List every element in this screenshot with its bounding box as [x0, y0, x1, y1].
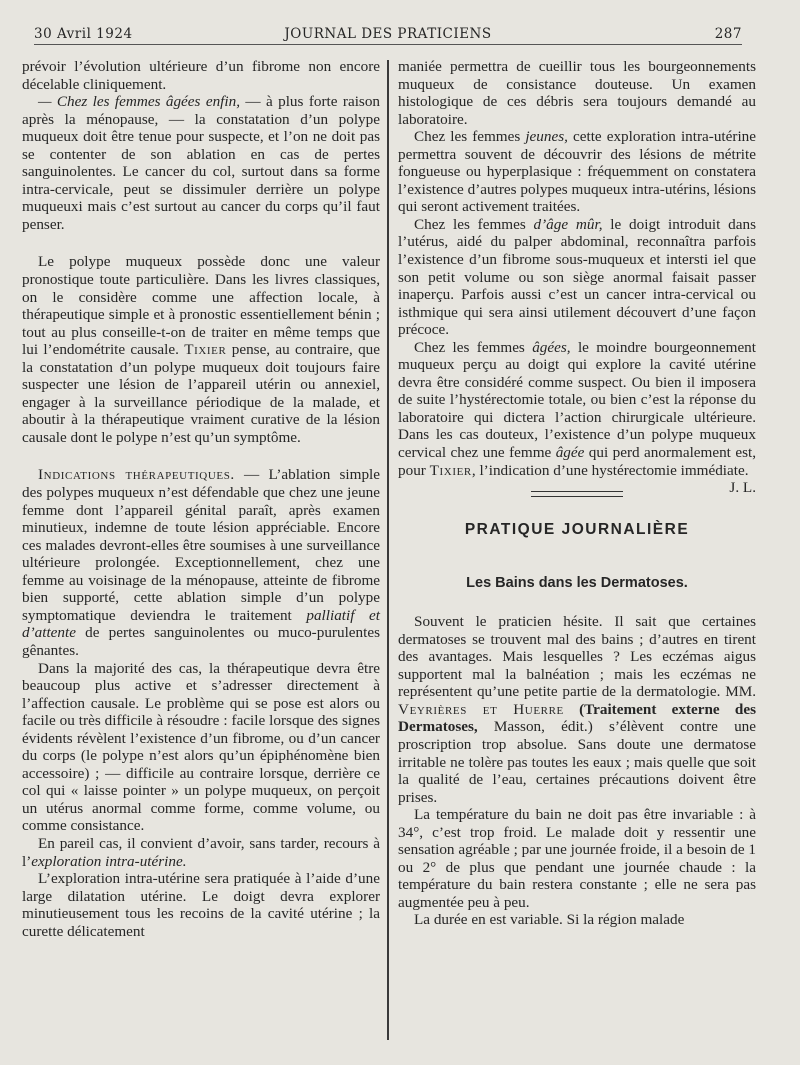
- section-divider: [531, 491, 623, 497]
- paragraph: [398, 338, 756, 497]
- paragraph: Dans la majorité des cas, la thérapeutique devra être beaucoup plus active et s’adresser directement à l’affection causale. Le problème qui se pose est alors ou facile ou très difficile à résoudre : facile lorsque des signes évidents révèlent l’existence d’un fibrome, ou d’un cancer du corps (le polype n’est alors qu’un épiphénomène bien accessoire) ; — difficile au contraire lorsque, derrière ce col qui « laisse pointer » un polype muqueux, on perçoit un utérus anormal comme forme, comme volume, ou comme consistance.: [22, 659, 380, 835]
- paragraph-text: En pareil cas, il convient d’avoir, sans tarder, recours à l’: [22, 834, 380, 870]
- section-heading: Indications thérapeutiques.: [38, 466, 235, 484]
- paragraph: prévoir l’évolution ultérieure d’un fibrome non encore décelable cliniquement.: [22, 58, 380, 93]
- journal-title: JOURNAL DES PRATICIENS: [284, 26, 492, 42]
- paragraph-lead: — Chez les femmes âgées enfin,: [38, 93, 241, 111]
- paragraph-text: Souvent le praticien hésite. Il sait que certaines dermatoses se trouvent mal des bains ; d’autres en tirent des avantages. Mais lesquelles ? Les eczémas aigus supportent mal la balnéation ; mais les eczémas ne représentent qu’une petite partie de la dermatologie. MM.: [398, 613, 756, 701]
- paragraph: [398, 216, 756, 339]
- paragraph: L’exploration intra-utérine sera pratiquée à l’aide d’une large dilatation utérine. Le doigt devra explorer minutieusement tous les recoins de la cavité utérine ; la curette délicatement: [22, 870, 380, 940]
- paragraph-text: pense, au contraire, que la constatation d’un polype muqueux doit toujours faire suspecter une lésion de l’appareil utérin ou annexiel, engager à la surveillance périodique de la malade, et aboutir à la thérapeutique vraiment curative de la lésion causale dont le polype n’est qu’un symptôme.: [22, 341, 381, 446]
- emphasis-text: jeunes,: [525, 128, 568, 146]
- running-header: [34, 24, 742, 45]
- emphasis-text: d’âge mûr,: [533, 215, 603, 233]
- column-divider: [387, 60, 389, 1040]
- emphasis-text: âgée: [555, 444, 585, 462]
- author-name: Tixier: [429, 461, 472, 479]
- right-column: [398, 58, 756, 929]
- issue-date: 30 Avril 1924: [34, 26, 133, 42]
- paragraph-text: Chez les femmes: [414, 338, 533, 356]
- emphasis-text: âgées,: [532, 338, 571, 356]
- left-column: [22, 58, 380, 940]
- paragraph: La durée en est variable. Si la région malade: [414, 911, 685, 929]
- emphasis-text: exploration intra-utérine.: [31, 852, 187, 870]
- paragraph: [398, 128, 756, 216]
- paragraph: [22, 93, 380, 233]
- paragraph-text: Le polype muqueux possède donc une valeur pronostique toute particulière. Dans les livres classiques, on le considère comme une affection locale, à thérapeutique simple et à pronostic essentiellement bénin ; tout au plus conseille-t-on de traiter en même temps que lui l’endométrite causale.: [22, 253, 380, 359]
- paragraph-text: le doigt introduit dans l’utérus, aidé du palper abdominal, reconnaîtra parfois l’existence d’un fibrome sous-muqueux et intersti iel que son petit volume ou son siège anormal faisait passer inaperçu. Parfois aussi c’est un cancer intra-cervical ou isthmique qui sera ainsi utilement découvert d’une façon précoce.: [398, 215, 756, 339]
- paragraph-text: qui perd anormalement est, pour: [398, 444, 756, 479]
- paragraph-text: cette exploration intra-utérine permettra souvent de découvrir des lésions de métrite fongueuse ou hyperplasique : fréquemment on constatera l’existence d’autres polypes muqueux intra-utérins, lésions qui seront activement traitées.: [398, 128, 756, 216]
- paragraph-text: Masson, édit.) s’élèvent contre une proscription trop absolue. Sans doute une dermatose irritable ne tolère pas toutes les eaux ; mais quelle que soit la qualité de l’eau, certaines précautions doivent être prises.: [398, 718, 756, 806]
- book-title: (Traitement externe des Dermatoses,: [398, 700, 756, 736]
- paragraph: [22, 253, 380, 446]
- paragraph: La température du bain ne doit pas être invariable : à 34°, c’est trop froid. Le malade doit y ressentir une sensation agréable ; par une journée froide, il a besoin de 1 ou 2° de plus que pendant une journée chaude : la température du bain restera constante ; elle ne sera pas augmentée peu à peu.: [398, 806, 756, 911]
- paragraph-text: — à plus forte raison après la ménopause, — la constatation d’un polype muqueux doit être tenue pour suspecte, et l’on ne doit pas se contenter de son ablation en cas de pertes sanguinolentes. Le cancer du col, surtout dans sa forme intra-cervicale, peut se dissimuler derrière un polype muqueuxi mais c’est surtout au cancer du corps qu’il faut penser.: [22, 93, 381, 233]
- paragraph-text: le moindre bourgeonnement muqueux perçu au doigt qui explore la cavité utérine devra être considéré comme suspect. Ou bien il imposera de suite l’hystérectomie totale, ou bien c’est la réponse du laboratoire qui dictera l’action chirurgicale ultérieure. Dans les cas douteux, l’existence d’un polype muqueux cervical chez une femme: [398, 338, 756, 462]
- paragraph-text: de pertes sanguinolentes ou muco-purulentes gênantes.: [22, 624, 380, 659]
- signature: J. L.: [729, 479, 756, 497]
- paragraph-text: — L’ablation simple des polypes muqueux n’est défendable que chez une jeune femme dont l’appareil génital paraît, après examen minutieux, indemne de toute lésion appréciable. Encore ces malades devront-elles être soumises à une surveillance ultérieure prolongée. Exceptionnellement, chez une femme au voisinage de la ménopause, atteinte de fibrome bien supporté, cette ablation simple d’un polype symptomatique deviendra le traitement: [22, 466, 381, 624]
- section-title: PRATIQUE JOURNALIÈRE: [464, 521, 690, 539]
- author-names: Veyrières et Huerre: [398, 700, 564, 718]
- paragraph-text: Chez les femmes: [414, 215, 534, 233]
- author-name: Tixier: [184, 341, 227, 359]
- emphasis-text: palliatif et d’attente: [22, 606, 380, 642]
- paragraph: [22, 835, 380, 870]
- page-number: 287: [714, 26, 742, 42]
- paragraph: maniée permettra de cueillir tous les bourgeonnements muqueux de consistance douteuse. Un examen histologique de ces débris sera toujours demandé au laboratoire.: [398, 58, 756, 128]
- article-title: Les Bains dans les Dermatoses.: [466, 575, 688, 592]
- paragraph: [398, 613, 756, 806]
- paragraph-text: Chez les femmes: [414, 128, 526, 146]
- paragraph: [22, 466, 380, 659]
- paragraph-text: , l’indication d’une hystérectomie immédiate.: [471, 461, 749, 479]
